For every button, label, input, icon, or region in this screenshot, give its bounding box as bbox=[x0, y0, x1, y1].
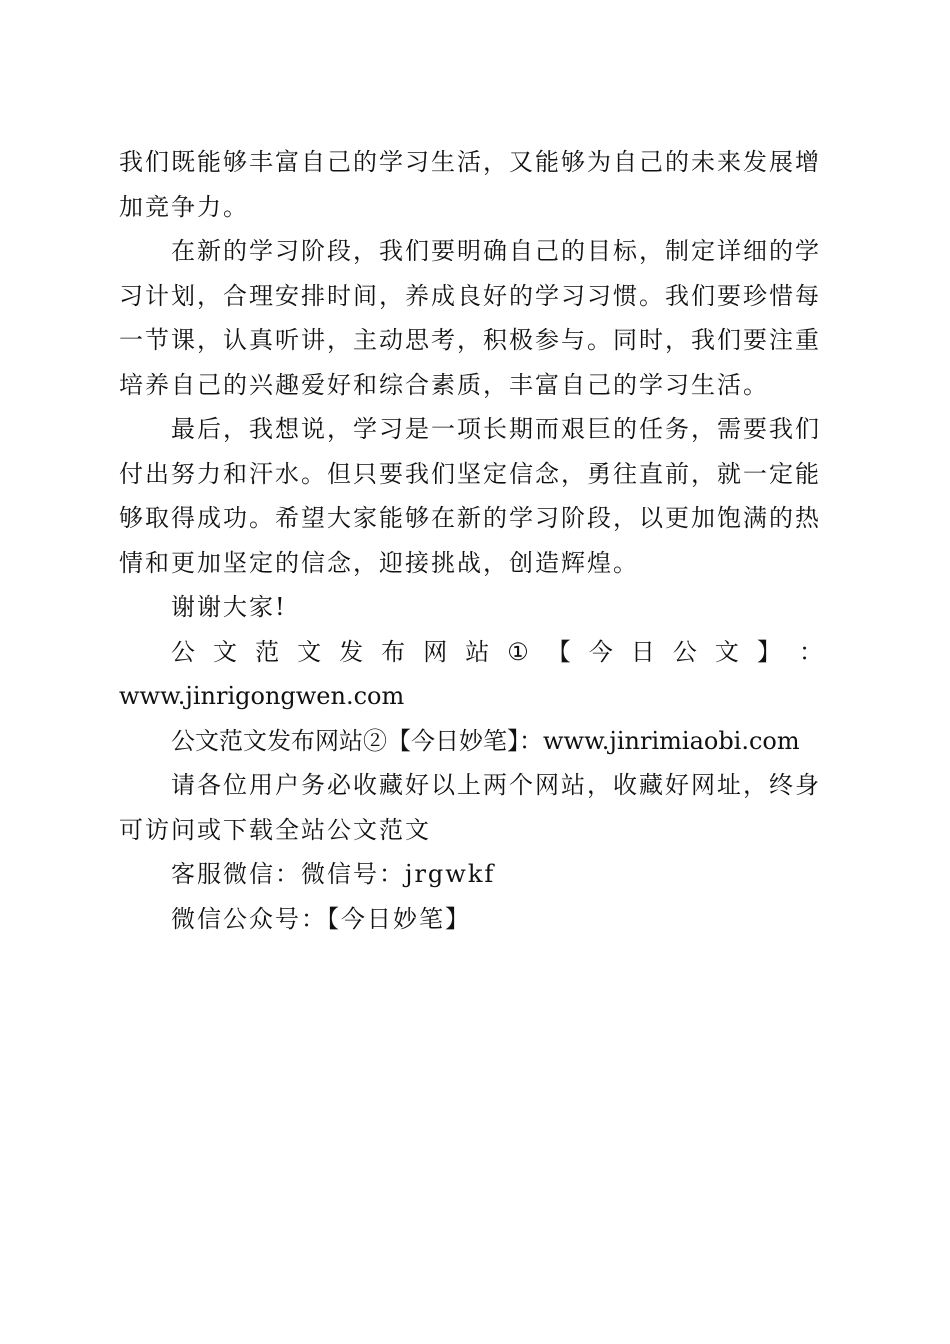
document-body bbox=[119, 140, 823, 941]
site-1-char: 文 bbox=[297, 637, 322, 666]
paragraph-1-line-1: 我们既能够丰富自己的学习生活，又能够为自己的未来发展增 bbox=[119, 148, 821, 176]
paragraph-3-line-2: 付出努力和汗水。但只要我们坚定信念，勇往直前，就一定能 bbox=[119, 459, 821, 488]
public-account-line: 微信公众号：【今日妙笔】 bbox=[171, 904, 471, 933]
paragraph-2-line-1: 在新的学习阶段，我们要明确自己的目标，制定详细的学 bbox=[171, 237, 821, 265]
site-1-char: ： bbox=[798, 637, 823, 666]
paragraph-2-line-2: 习计划，合理安排时间，养成良好的学习习惯。我们要珍惜每 bbox=[119, 281, 821, 310]
paragraph-3-line-3: 够取得成功。希望大家能够在新的学习阶段，以更加饱满的热 bbox=[119, 504, 821, 532]
paragraph-1-line-2: 加竞争力。 bbox=[119, 192, 249, 221]
notice-line-2: 可访问或下载全站公文范文 bbox=[119, 815, 431, 844]
site-1-char: 【 bbox=[546, 637, 571, 666]
paragraph-2-line-3: 一节课，认真听讲，主动思考，积极参与。同时，我们要注重 bbox=[119, 326, 821, 354]
site-1-char: ① bbox=[507, 637, 529, 666]
site-1-char: 公 bbox=[171, 637, 195, 666]
site-1-char: 】 bbox=[756, 637, 781, 666]
site-1-char: 发 bbox=[339, 637, 364, 666]
site-1-char: 布 bbox=[381, 637, 406, 666]
site-1-char: 文 bbox=[714, 637, 739, 666]
site-1-char: 日 bbox=[630, 637, 655, 666]
site-1-char: 今 bbox=[588, 637, 613, 666]
paragraph-3-line-1: 最后，我想说，学习是一项长期而艰巨的任务，需要我们 bbox=[171, 415, 821, 443]
site-1-label bbox=[119, 630, 823, 675]
paragraph-2-line-4: 培养自己的兴趣爱好和综合素质，丰富自己的学习生活。 bbox=[119, 370, 769, 399]
thanks-line: 谢谢大家! bbox=[171, 593, 287, 621]
service-wechat-line: 客服微信：微信号：jrgwkf bbox=[171, 860, 496, 888]
site-1-char: 范 bbox=[255, 637, 280, 666]
site-2-line: 公文范文发布网站②【今日妙笔】：www.jinrimiaobi.com bbox=[171, 726, 800, 755]
site-1-char: 公 bbox=[672, 637, 697, 666]
notice-line-1: 请各位用户务必收藏好以上两个网站，收藏好网址，终身 bbox=[171, 771, 821, 799]
site-1-url: www.jinrigongwen.com bbox=[119, 682, 405, 710]
site-1-char: 网 bbox=[423, 637, 448, 666]
paragraph-3-line-4: 情和更加坚定的信念，迎接挑战，创造辉煌。 bbox=[119, 548, 639, 577]
site-1-char: 文 bbox=[213, 637, 238, 666]
site-1-char: 站 bbox=[465, 637, 490, 666]
